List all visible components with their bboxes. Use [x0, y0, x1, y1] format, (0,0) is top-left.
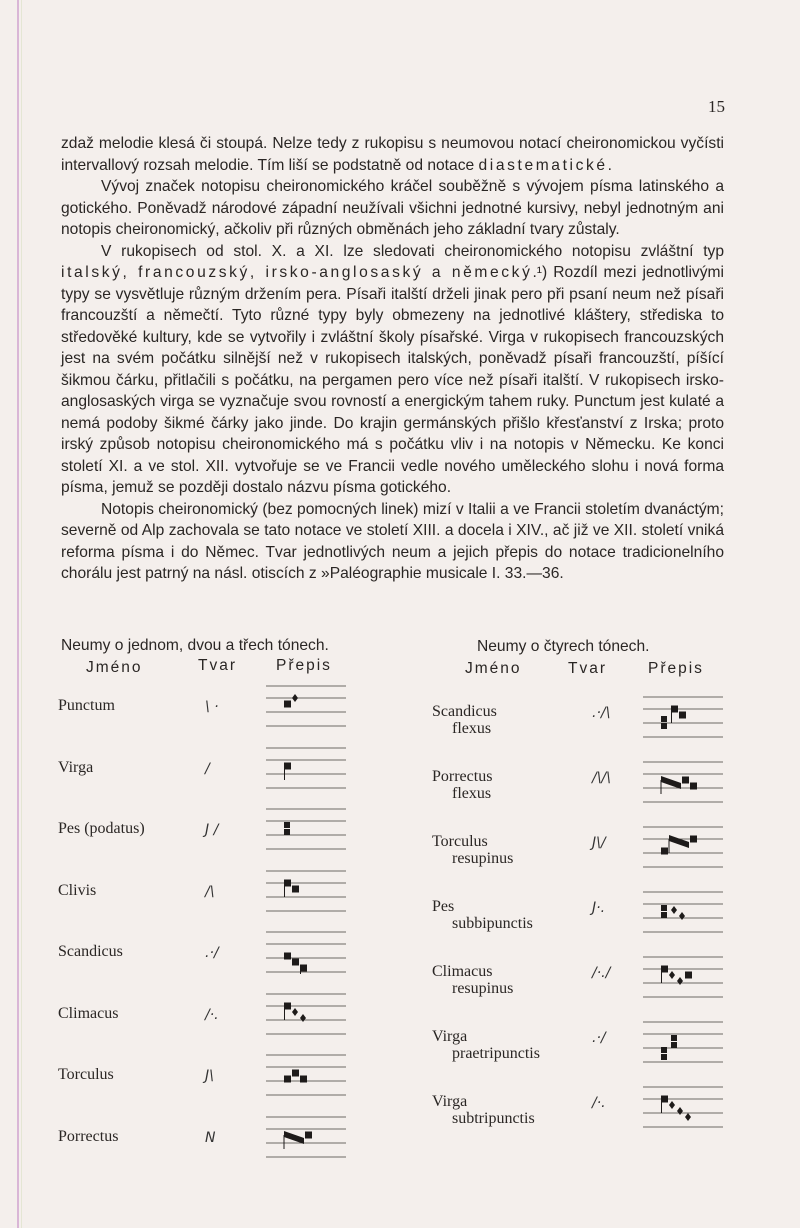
- square-note: [284, 953, 291, 960]
- neume-name: [432, 963, 513, 997]
- page-edge-line: [17, 0, 19, 1228]
- neume-transcription: [266, 1053, 346, 1097]
- right-header-prepis: Přepis: [648, 660, 704, 677]
- oblique-ligature: [284, 1131, 304, 1149]
- right-header-tvar: Tvar: [568, 660, 607, 677]
- transcription-staff: [643, 955, 723, 999]
- virga-note: [671, 706, 678, 724]
- text-run: .: [607, 156, 612, 174]
- neume-shape-glyph: N: [205, 1129, 216, 1146]
- diamond-note: [677, 977, 683, 985]
- transcription-staff: [643, 760, 723, 804]
- virga-note: [284, 879, 291, 897]
- left-header-prepis: Přepis: [276, 657, 332, 674]
- neume-name-line: Scandicus: [58, 943, 123, 960]
- neume-name-line: Punctum: [58, 697, 115, 714]
- neume-name-line: Climacus: [432, 963, 493, 980]
- transcription-staff: [266, 1115, 346, 1159]
- neume-transcription: [266, 1115, 346, 1159]
- text-run: V rukopisech od stol. X. a XI. lze sledovati cheironomického notopisu zvláštní typ: [101, 242, 724, 260]
- neume-transcription: [643, 695, 723, 739]
- square-note: [305, 1131, 312, 1138]
- transcription-staff: [643, 890, 723, 934]
- oblique-ligature: [669, 835, 689, 853]
- neume-shape-glyph: J /: [205, 822, 219, 838]
- neume-shape-glyph: \ ·: [205, 699, 219, 715]
- neume-name: [432, 833, 513, 867]
- spaced-emphasis: diastematické: [478, 156, 608, 174]
- virga-note: [284, 762, 291, 780]
- neume-shape-glyph: J\/: [592, 835, 606, 851]
- square-note: [690, 783, 697, 790]
- neume-name-line: Clivis: [58, 881, 97, 899]
- neume-name-line: Pes: [432, 898, 455, 915]
- stacked-notes: [661, 716, 667, 729]
- transcription-staff: [266, 684, 346, 728]
- neume-shape-glyph: .·/\: [592, 705, 611, 721]
- paragraph: [61, 176, 724, 241]
- neume-shape-glyph: /·.: [205, 1006, 219, 1023]
- neume-name-line: Virga: [58, 758, 94, 776]
- left-header-name: Jméno: [86, 659, 143, 676]
- neume-name: [432, 703, 497, 737]
- right-header-name: Jméno: [465, 660, 522, 677]
- neume-shape-glyph: .·/: [205, 945, 219, 961]
- neume-name-line: subtripunctis: [452, 1110, 535, 1127]
- page-edge-line-inner: [21, 0, 22, 1228]
- square-note: [292, 885, 299, 892]
- left-table-caption: Neumy o jednom, dvou a třech tónech.: [61, 637, 329, 654]
- oblique-ligature: [661, 776, 681, 794]
- text-run: Vývoj značek notopisu cheironomického kráčel souběžně s vývojem písma latinského a gotického. Poněvadž národové západní neužívali všichni jednotné kursivy, nebyl jednotným ani notopis cheironomický, ačkoliv při různých obměnách jeho základní tvary zůstaly.: [61, 178, 724, 238]
- text-run: zdaž melodie klesá či stoupá. Nelze tedy z rukopisu s neumovou notací cheironomickou vyčísti intervallový rozsah melodie. Tím liší se podstatně od notace: [61, 135, 724, 174]
- paragraph: [61, 499, 724, 585]
- neume-name: [58, 1128, 118, 1145]
- square-note: [284, 1076, 291, 1083]
- neume-name: [432, 768, 492, 802]
- neume-transcription: [266, 746, 346, 790]
- text-run: .¹) Rozdíl mezi jednotlivými typy se vysvětluje různým držením pera. Písaři italští drželi jinak pero při psaní neum než písaři francouzští a němečtí. Tyto různé typy byly obmezeny na jednotlivé kláštery, střediska to středověké kultury, kde se vytvořily i zvláštní školy písařské. Virga v rukopisech francouzských jest na svém počátku silnější než v rukopisech italských, poněvadž písaři francouzští, píšící šikmou čárku, přitlačili s počátku, na pergamen pero více než písaři italští. V rukopisech irsko-anglosaských virga se vyznačuje svou rovností a energickým tahem ruky. Punctum jest kulaté a nemá podoby šikmé čárky jako jinde. Do krajin germánských přišlo křesťanství z Irska; proto irský způsob notopisu cheironomického má s počátku vliv i na notopis v Německu. Ke konci století XI. a ve stol. XII. vytvořuje se ve Francii vedle nového uměleckého slohu i nová forma písma, jemuž se později dostalo názvu písma gotického.: [61, 264, 724, 496]
- neume-shape-glyph: J·.: [592, 900, 606, 916]
- neume-name: [432, 1093, 535, 1127]
- neume-name: [58, 882, 96, 899]
- neume-name-line: Pes (podatus): [58, 820, 145, 837]
- square-note: [679, 712, 686, 719]
- square-note: [661, 848, 668, 855]
- virga-note: [661, 1096, 668, 1114]
- neume-name: [58, 697, 115, 714]
- square-note: [284, 701, 291, 708]
- neume-name: [58, 1066, 114, 1083]
- square-note: [300, 1076, 307, 1083]
- neume-name-line: Virga: [432, 1093, 468, 1110]
- stacked-notes: [284, 822, 290, 835]
- diamond-note: [679, 912, 685, 920]
- stacked-notes: [671, 1035, 677, 1048]
- left-header-tvar: Tvar: [198, 657, 237, 674]
- neume-name-line: praetripunctis: [452, 1045, 540, 1062]
- diamond-note: [669, 971, 675, 979]
- neume-shape-glyph: J\: [205, 1068, 214, 1084]
- neume-shape-glyph: /·.: [592, 1095, 606, 1111]
- square-note: [682, 777, 689, 784]
- neume-shape-glyph: .·/: [592, 1030, 606, 1046]
- right-table-caption: Neumy o čtyrech tónech.: [477, 638, 650, 655]
- diamond-note: [669, 1101, 675, 1109]
- transcription-staff: [643, 1020, 723, 1064]
- neume-name-line: Virga: [432, 1028, 468, 1045]
- neume-name-line: Scandicus: [432, 703, 497, 720]
- transcription-staff: [266, 869, 346, 913]
- transcription-staff: [266, 746, 346, 790]
- transcription-staff: [643, 695, 723, 739]
- text-run: Notopis cheironomický (bez pomocných linek) mizí v Italii a ve Francii stoletím dvanáctým; severně od Alp zachovala se tato notace ve století XIII. a docela i XIV., ač již ve XII. století vniká reforma písma i do Němec. Tvar jednotlivých neum a jejich přepis do notace tradicionelního chorálu jest patrný na násl. otiscích z »Paléographie musicale I. 33.—36.: [61, 500, 724, 582]
- transcription-staff: [266, 1053, 346, 1097]
- neume-transcription: [266, 684, 346, 728]
- neume-name: [432, 1028, 540, 1062]
- neume-transcription: [643, 1085, 723, 1129]
- spaced-emphasis: italský, francouzský, irsko-anglosaský a německý: [61, 264, 533, 281]
- neume-transcription: [643, 825, 723, 869]
- neume-transcription: [266, 992, 346, 1036]
- neume-transcription: [266, 930, 346, 974]
- virga-note: [300, 965, 307, 975]
- neume-name-line: Torculus: [432, 833, 488, 850]
- stacked-notes: [661, 1047, 667, 1060]
- virga-note: [284, 1002, 291, 1020]
- stacked-notes: [661, 905, 667, 918]
- neume-name: [58, 943, 123, 960]
- neume-shape-glyph: /: [205, 760, 210, 777]
- diamond-note: [671, 906, 677, 914]
- neume-name: [432, 898, 533, 932]
- neume-transcription: [643, 955, 723, 999]
- neume-name-line: resupinus: [452, 980, 514, 997]
- neume-name-line: Porrectus: [432, 768, 493, 785]
- square-note: [690, 836, 697, 843]
- transcription-staff: [266, 992, 346, 1036]
- neume-transcription: [643, 760, 723, 804]
- neume-name-line: Climacus: [58, 1004, 119, 1022]
- paragraph: [61, 133, 724, 176]
- page-number: 15: [708, 97, 725, 116]
- virga-note: [661, 966, 668, 984]
- diamond-note: [300, 1014, 306, 1022]
- neume-name-line: flexus: [452, 785, 492, 802]
- square-note: [685, 972, 692, 979]
- neume-name-line: resupinus: [452, 850, 514, 867]
- paragraph: [61, 241, 724, 499]
- neume-shape-glyph: /·./: [592, 965, 611, 981]
- neume-name-line: flexus: [452, 720, 492, 737]
- transcription-staff: [643, 1085, 723, 1129]
- neume-transcription: [266, 869, 346, 913]
- neume-transcription: [643, 1020, 723, 1064]
- square-note: [292, 959, 299, 966]
- diamond-note: [292, 694, 298, 702]
- transcription-staff: [643, 825, 723, 869]
- neume-name: [58, 820, 145, 837]
- neume-name-line: subbipunctis: [452, 915, 533, 932]
- body-text: [61, 133, 724, 585]
- neume-name-line: Torculus: [58, 1066, 114, 1083]
- neume-shape-glyph: /\/\: [592, 770, 611, 786]
- diamond-note: [677, 1107, 683, 1115]
- diamond-note: [292, 1008, 298, 1016]
- neume-name: [58, 759, 93, 776]
- neume-transcription: [643, 890, 723, 934]
- neume-shape-glyph: /\: [205, 883, 215, 900]
- neume-name-line: Porrectus: [58, 1127, 119, 1145]
- neume-transcription: [266, 807, 346, 851]
- transcription-staff: [266, 807, 346, 851]
- square-note: [292, 1070, 299, 1077]
- transcription-staff: [266, 930, 346, 974]
- diamond-note: [685, 1113, 691, 1121]
- neume-name: [58, 1005, 118, 1022]
